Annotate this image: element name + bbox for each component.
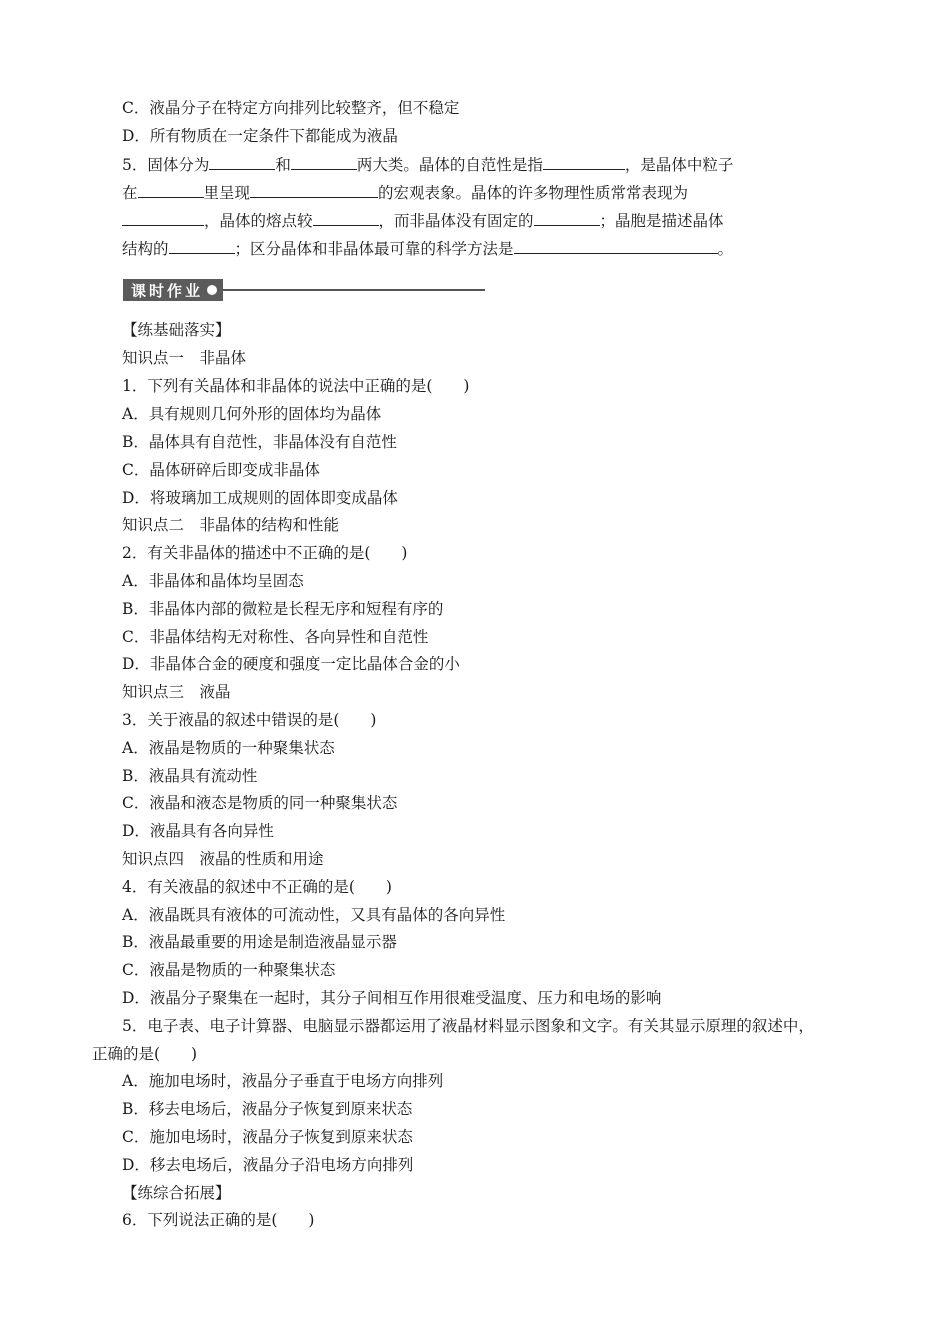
- q3-option-b: B．液晶具有流动性: [122, 767, 258, 785]
- q2-option-d: D．非晶体合金的硬度和强度一定比晶体合金的小: [122, 655, 460, 673]
- section-heading-extended: 【练综合拓展】: [122, 1184, 231, 1202]
- q5-option-a: A．施加电场时，液晶分子垂直于电场方向排列: [122, 1072, 444, 1090]
- q1-option-d: D．将玻璃加工成规则的固体即变成晶体: [122, 489, 398, 507]
- q5-text: ；区分晶体和非晶体最可靠的科学方法是: [234, 240, 514, 258]
- q3-option-d: D．液晶具有各向异性: [122, 822, 274, 840]
- q5-option-b: B．移去电场后，液晶分子恢复到原来状态: [122, 1100, 413, 1118]
- question-5: 5．电子表、电子计算器、电脑显示器都运用了液晶材料显示图象和文字。有关其显示原理的叙述中，: [122, 1017, 814, 1035]
- bullet-dot-icon: [207, 285, 217, 295]
- fill-blank: [138, 182, 204, 198]
- option-d: D．所有物质在一定条件下都能成为液晶: [122, 127, 398, 145]
- q5-text: 结构的: [122, 240, 169, 258]
- q5-text: 5．固体分为: [122, 156, 210, 174]
- fill-blank: [291, 154, 357, 170]
- knowledge-point-1: 知识点一 非晶体: [122, 349, 247, 367]
- fill-blank: [534, 210, 600, 226]
- fill-blank: [250, 182, 378, 198]
- question-2: 2．有关非晶体的描述中不正确的是( ): [122, 544, 408, 562]
- q1-option-b: B．晶体具有自范性，非晶体没有自范性: [122, 433, 397, 451]
- q1-option-a: A．具有规则几何外形的固体均为晶体: [122, 405, 382, 423]
- option-c: C．液晶分子在特定方向排列比较整齐，但不稳定: [122, 99, 460, 117]
- q5-text: 两大类。晶体的自范性是指: [356, 156, 543, 174]
- question-6: 6．下列说法正确的是( ): [122, 1211, 315, 1229]
- q5-text: 在: [122, 184, 138, 202]
- q2-option-a: A．非晶体和晶体均呈固态: [122, 572, 304, 590]
- question-4: 4．有关液晶的叙述中不正确的是( ): [122, 878, 392, 896]
- q4-option-c: C．液晶是物质的一种聚集状态: [122, 961, 336, 979]
- q5-text: 的宏观表象。晶体的许多物理性质常常表现为: [378, 184, 689, 202]
- knowledge-point-4: 知识点四 液晶的性质和用途: [122, 850, 324, 868]
- banner-rule: [223, 289, 485, 291]
- fill-blank: [122, 210, 204, 226]
- q5-fill-line-4: [122, 238, 733, 259]
- question-1: 1．下列有关晶体和非晶体的说法中正确的是( ): [122, 377, 470, 395]
- q5-text: 里呈现: [203, 184, 251, 202]
- q4-option-d: D．液晶分子聚集在一起时，其分子间相互作用很难受温度、压力和电场的影响: [122, 989, 662, 1007]
- q5-text: ；晶胞是描述晶体: [599, 212, 724, 230]
- q4-option-a: A．液晶既具有液体的可流动性，又具有晶体的各向异性: [122, 906, 506, 924]
- fill-blank: [514, 238, 718, 254]
- question-5-continued: 正确的是( ): [92, 1045, 198, 1063]
- q5-text: ，是晶体中粒子: [624, 156, 734, 174]
- section-banner: [123, 278, 485, 302]
- q1-option-c: C．晶体研碎后即变成非晶体: [122, 461, 320, 479]
- section-heading-basic: 【练基础落实】: [122, 321, 231, 339]
- q5-option-c: C．施加电场时，液晶分子恢复到原来状态: [122, 1128, 413, 1146]
- q4-option-b: B．液晶最重要的用途是制造液晶显示器: [122, 933, 397, 951]
- q2-option-b: B．非晶体内部的微粒是长程无序和短程有序的: [122, 600, 444, 618]
- q5-fill-line-3: [122, 210, 724, 231]
- q5-text: 和: [275, 156, 291, 174]
- fill-blank: [543, 154, 625, 170]
- banner-label-box: [123, 279, 223, 301]
- knowledge-point-3: 知识点三 液晶: [122, 683, 231, 701]
- q5-text: ，晶体的熔点较: [204, 212, 313, 230]
- fill-blank: [169, 238, 235, 254]
- fill-blank: [313, 210, 379, 226]
- q3-option-c: C．液晶和液态是物质的同一种聚集状态: [122, 794, 398, 812]
- fill-blank: [209, 154, 275, 170]
- banner-label: 课时作业: [131, 281, 204, 300]
- knowledge-point-2: 知识点二 非晶体的结构和性能: [122, 516, 340, 534]
- q5-fill-line-2: [122, 182, 688, 203]
- q2-option-c: C．非晶体结构无对称性、各向异性和自范性: [122, 628, 429, 646]
- q5-text: 。: [717, 240, 734, 258]
- q5-text: ，而非晶体没有固定的: [378, 212, 534, 230]
- q5-fill-line-1: [122, 154, 733, 175]
- q5-option-d: D．移去电场后，液晶分子沿电场方向排列: [122, 1156, 414, 1174]
- q3-option-a: A．液晶是物质的一种聚集状态: [122, 739, 335, 757]
- question-3: 3．关于液晶的叙述中错误的是( ): [122, 711, 377, 729]
